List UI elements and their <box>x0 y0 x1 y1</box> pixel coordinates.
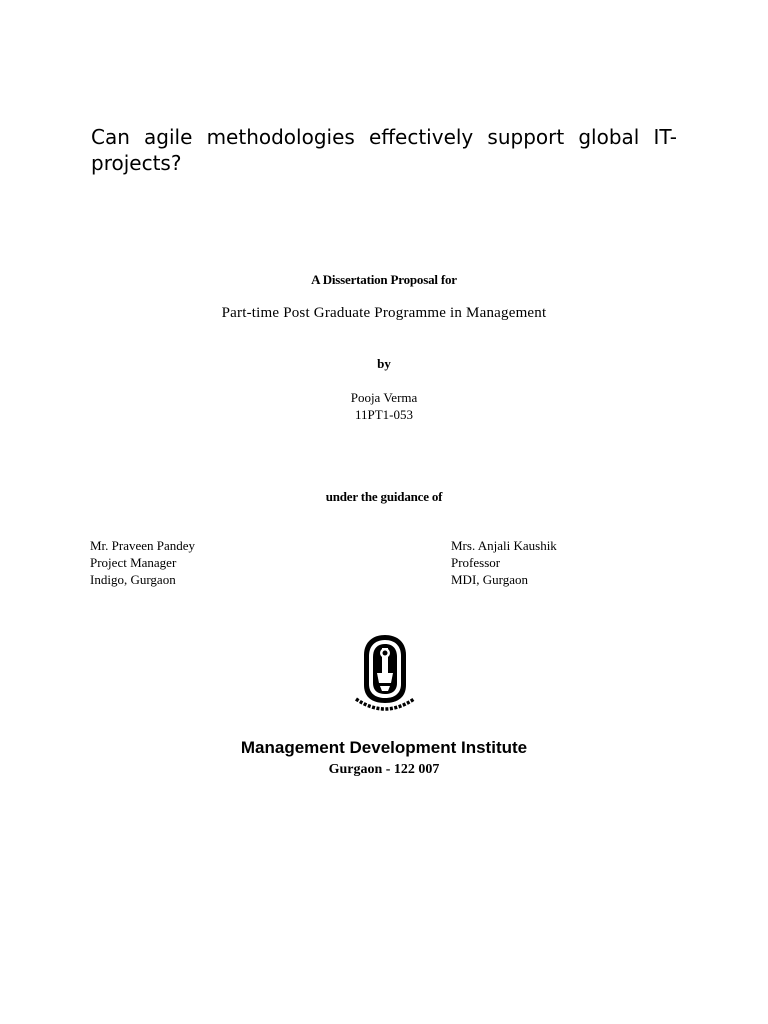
author-roll-number: 11PT1-053 <box>354 407 414 422</box>
guide-block-left <box>90 537 195 588</box>
document-title: Can agile methodologies effectively support global IT-projects? <box>91 125 677 175</box>
guide-name: Mrs. Anjali Kaushik <box>451 538 557 553</box>
author-block <box>0 389 768 423</box>
guide-designation: Professor <box>451 555 501 570</box>
guide-designation: Project Manager <box>90 555 177 570</box>
institute-address: Gurgaon - 122 007 <box>328 762 440 777</box>
by-label: by <box>377 356 391 371</box>
programme-name: Part-time Post Graduate Programme in Management <box>221 305 547 321</box>
guide-organization: MDI, Gurgaon <box>451 572 529 587</box>
mdi-emblem-logo-icon <box>350 633 420 719</box>
guide-name: Mr. Praveen Pandey <box>90 538 196 553</box>
guide-block-right <box>451 537 557 588</box>
institute-name: Management Development Institute <box>240 738 528 757</box>
author-name: Pooja Verma <box>350 390 418 405</box>
guide-organization: Indigo, Gurgaon <box>90 572 176 587</box>
guidance-label: under the guidance of <box>325 489 443 504</box>
proposal-subtitle: A Dissertation Proposal for <box>311 272 457 287</box>
